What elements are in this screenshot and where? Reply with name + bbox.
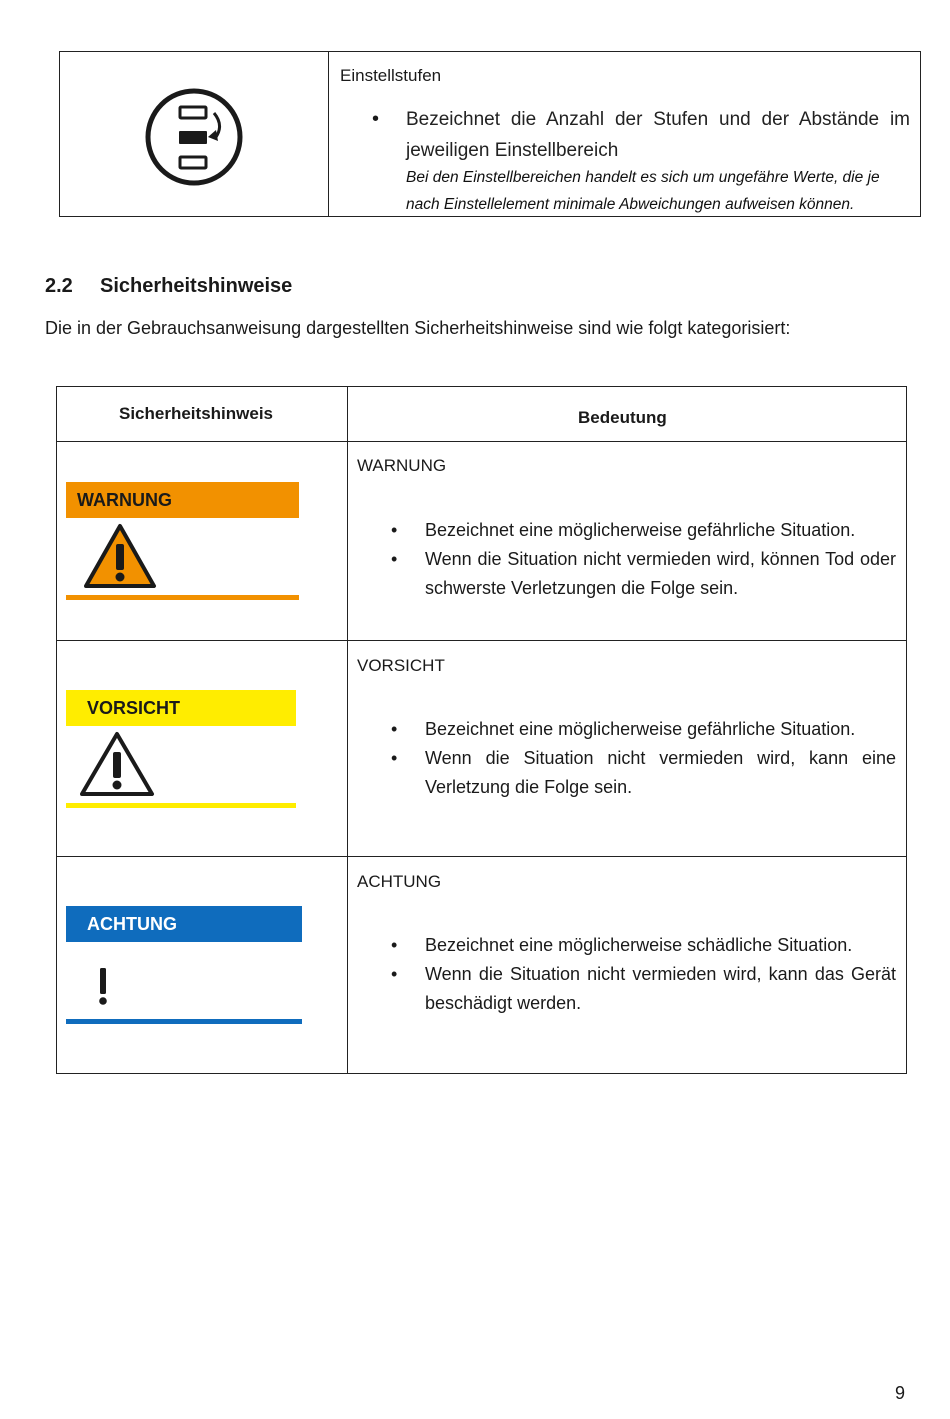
notice-banner: ACHTUNG bbox=[66, 906, 302, 942]
warning-triangle-icon bbox=[82, 522, 158, 590]
row-divider bbox=[57, 856, 906, 857]
top-table-title: Einstellstufen bbox=[340, 66, 442, 85]
bullet-dot: • bbox=[391, 964, 398, 984]
column-divider bbox=[347, 387, 348, 1073]
caution-underline bbox=[66, 803, 296, 808]
warning-underline bbox=[66, 595, 299, 600]
table-divider bbox=[328, 52, 329, 216]
exclamation-icon bbox=[95, 966, 111, 1008]
notice-bullet-2: Wenn die Situation nicht vermieden wird, kann das Gerät beschädigt werden. bbox=[425, 964, 896, 1013]
caution-banner: VORSICHT bbox=[66, 690, 296, 726]
warning-title: WARNUNG bbox=[357, 456, 447, 475]
notice-title: ACHTUNG bbox=[357, 872, 442, 891]
header-meaning: Bedeutung bbox=[578, 408, 667, 427]
bullet-dot: • bbox=[372, 108, 380, 130]
adjustment-steps-table bbox=[59, 51, 921, 217]
notice-bullet-1: Bezeichnet eine möglicherweise schädliche Situation. bbox=[425, 935, 853, 955]
caution-title: VORSICHT bbox=[357, 656, 445, 675]
row-divider bbox=[57, 640, 906, 641]
warning-banner: WARNUNG bbox=[66, 482, 299, 518]
caution-bullet-2: Wenn die Situation nicht vermieden wird, kann eine Verletzung die Folge sein. bbox=[425, 748, 896, 797]
bullet-dot: • bbox=[391, 935, 398, 955]
section-intro: Die in der Gebrauchsanweisung dargestellten Sicherheitshinweise sind wie folgt kategorisiert: bbox=[45, 318, 791, 338]
bullet-dot: • bbox=[391, 719, 398, 739]
caution-triangle-icon bbox=[78, 729, 156, 799]
top-table-note: Bei den Einstellbereichen handelt es sich um ungefähre Werte, die je nach Einstellelement minimale Abweichungen aufweisen können. bbox=[406, 169, 880, 213]
top-table-bullet-text: Bezeichnet die Anzahl der Stufen und der Abstände im jeweiligen Einstellbereich bbox=[406, 109, 910, 161]
warning-bullet-2: Wenn die Situation nicht vermieden wird, können Tod oder schwerste Verletzungen die Folge sein. bbox=[425, 549, 896, 598]
header-safety-notice: Sicherheitshinweis bbox=[119, 404, 273, 423]
warning-bullet-1: Bezeichnet eine möglicherweise gefährliche Situation. bbox=[425, 520, 856, 540]
bullet-dot: • bbox=[391, 520, 398, 540]
notice-underline bbox=[66, 1019, 302, 1024]
adjustment-steps-icon bbox=[144, 87, 244, 187]
section-number: 2.2 bbox=[45, 275, 73, 297]
row-divider bbox=[57, 441, 906, 442]
page-number: 9 bbox=[895, 1383, 906, 1403]
bullet-dot: • bbox=[391, 748, 398, 768]
caution-bullet-1: Bezeichnet eine möglicherweise gefährliche Situation. bbox=[425, 719, 856, 739]
section-title: Sicherheitshinweise bbox=[100, 275, 293, 297]
bullet-dot: • bbox=[391, 549, 398, 569]
